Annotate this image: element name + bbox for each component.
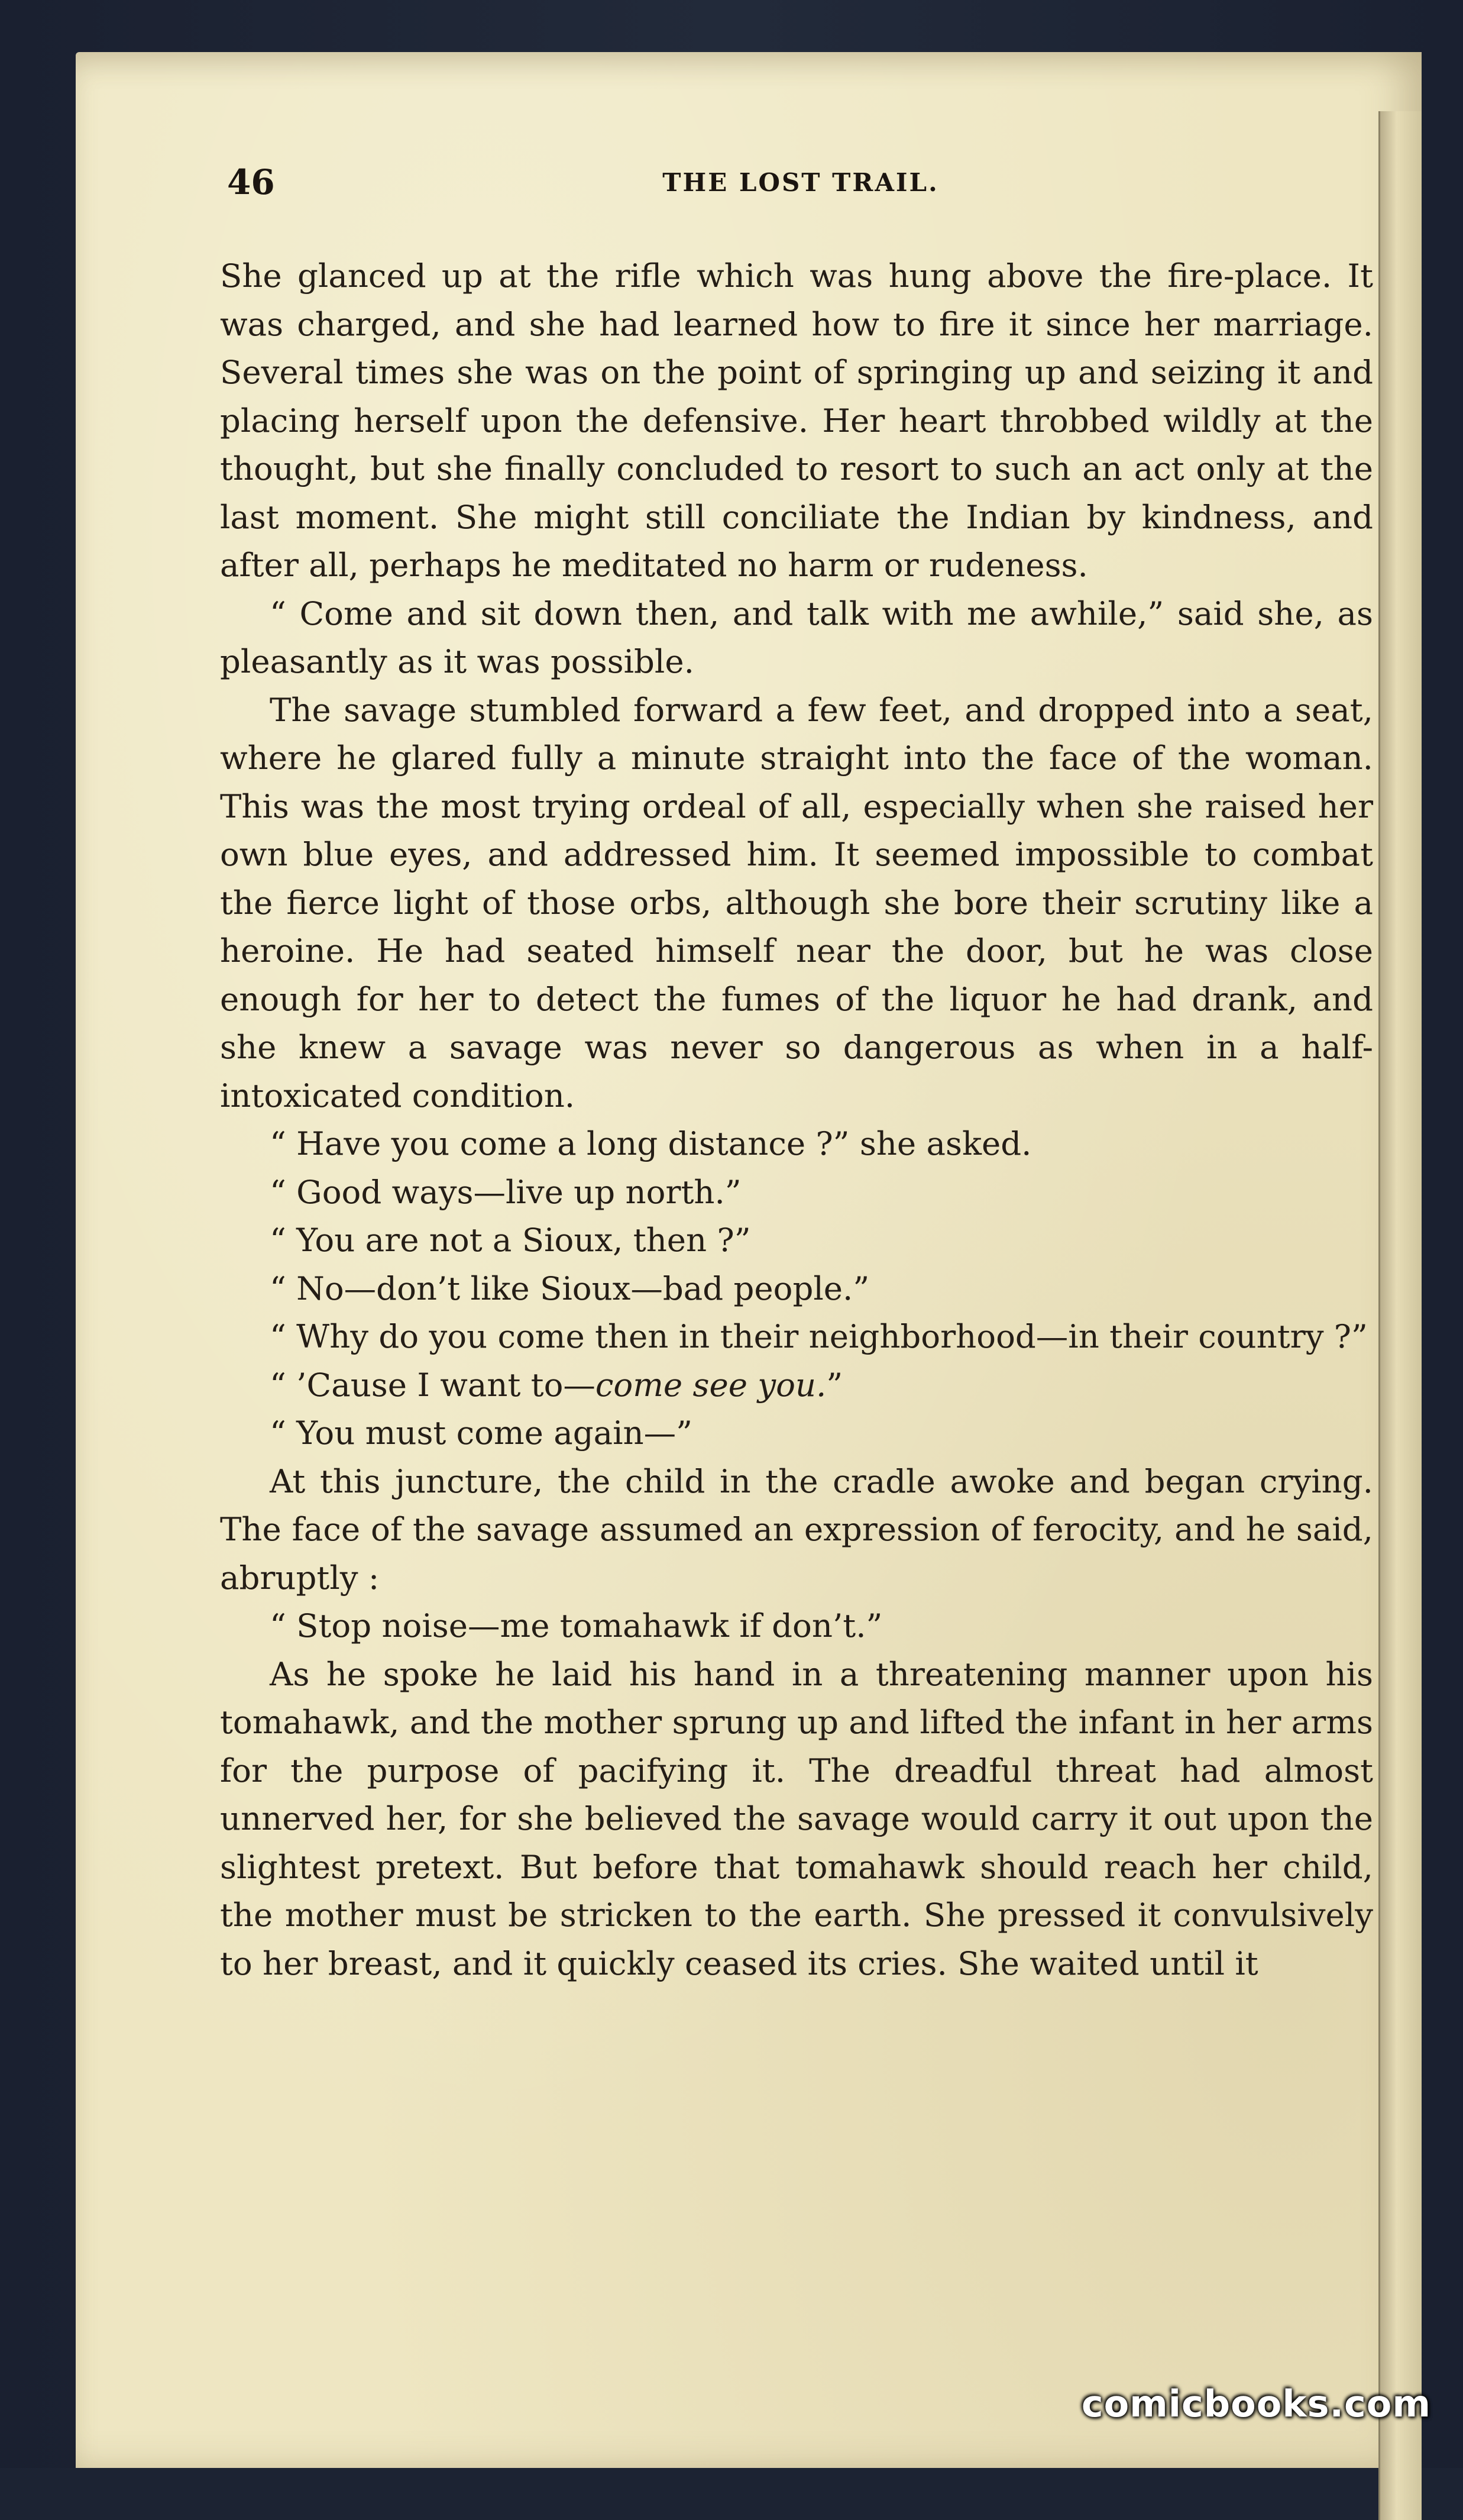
paragraph: “ Come and sit down then, and talk with me awhile,” said she, as pleasantly as it was possible.	[220, 594, 1373, 680]
paragraph: At this juncture, the child in the cradle awoke and began crying. The face of the savage assumed an expression of ferocity, and he said, abruptly :	[220, 1462, 1373, 1597]
dialogue-line: “ You must come again—”	[270, 1414, 692, 1452]
dialogue-line: “ Why do you come then in their neighborhood—in their country ?”	[270, 1317, 1368, 1355]
dialogue-text: “ ’Cause I want to—	[270, 1365, 595, 1404]
dialogue-line	[220, 1361, 1373, 1410]
dialogue-line: “ No—don’t like Sioux—bad people.”	[270, 1269, 870, 1307]
dialogue-line: “ Have you come a long distance ?” she asked.	[270, 1125, 1032, 1162]
paragraph: She glanced up at the rifle which was hung above the fire-place. It was charged, and she had learned how to fire it since her marriage. Several times she was on the point of springing up and seizing it and placing herself upon the defensive. Her heart throbbed wildly at the thought, but she finally concluded to resort to such an act only at the last moment. She might still conciliate the Indian by kindness, and after all, perhaps he meditated no harm or rudeness.	[220, 257, 1373, 584]
italic-text: come see you.	[595, 1365, 827, 1404]
dialogue-line: “ Stop noise—me tomahawk if don’t.”	[270, 1607, 883, 1645]
body-text	[220, 252, 1373, 1988]
dialogue-line: “ Good ways—live up north.”	[270, 1172, 742, 1211]
watermark: comicbooks.com	[1081, 2382, 1431, 2425]
closing-quote: ”	[826, 1365, 843, 1404]
page-number: 46	[227, 162, 275, 202]
paragraph: The savage stumbled forward a few feet, and dropped into a seat, where he glared fully a minute straight into the face of the woman. This was the most trying ordeal of all, especially when she raised her own blue eyes, and addressed him. It seemed impossible to combat the fierce light of those orbs, although she bore their scrutiny like a heroine. He had seated himself near the door, but he was close enough for her to detect the fumes of the liquor he had drank, and she knew a savage was never so dangerous as when in a half-intoxicated condition.	[220, 690, 1373, 1114]
running-title: THE LOST TRAIL.	[662, 168, 939, 197]
dialogue-line: “ You are not a Sioux, then ?”	[270, 1221, 751, 1259]
paragraph: As he spoke he laid his hand in a threatening manner upon his tomahawk, and the mother sprung up and lifted the infant in her arms for the purpose of pacifying it. The dreadful threat had almost unnerved her, for she believed the savage would carry it out upon the slightest pretext. But before that tomahawk should reach her child, the mother must be stricken to the earth. She pressed it convulsively to her breast, and it quickly ceased its cries. She waited until it	[220, 1655, 1373, 1982]
page-edge	[1378, 111, 1422, 2520]
page-header	[227, 163, 1374, 211]
